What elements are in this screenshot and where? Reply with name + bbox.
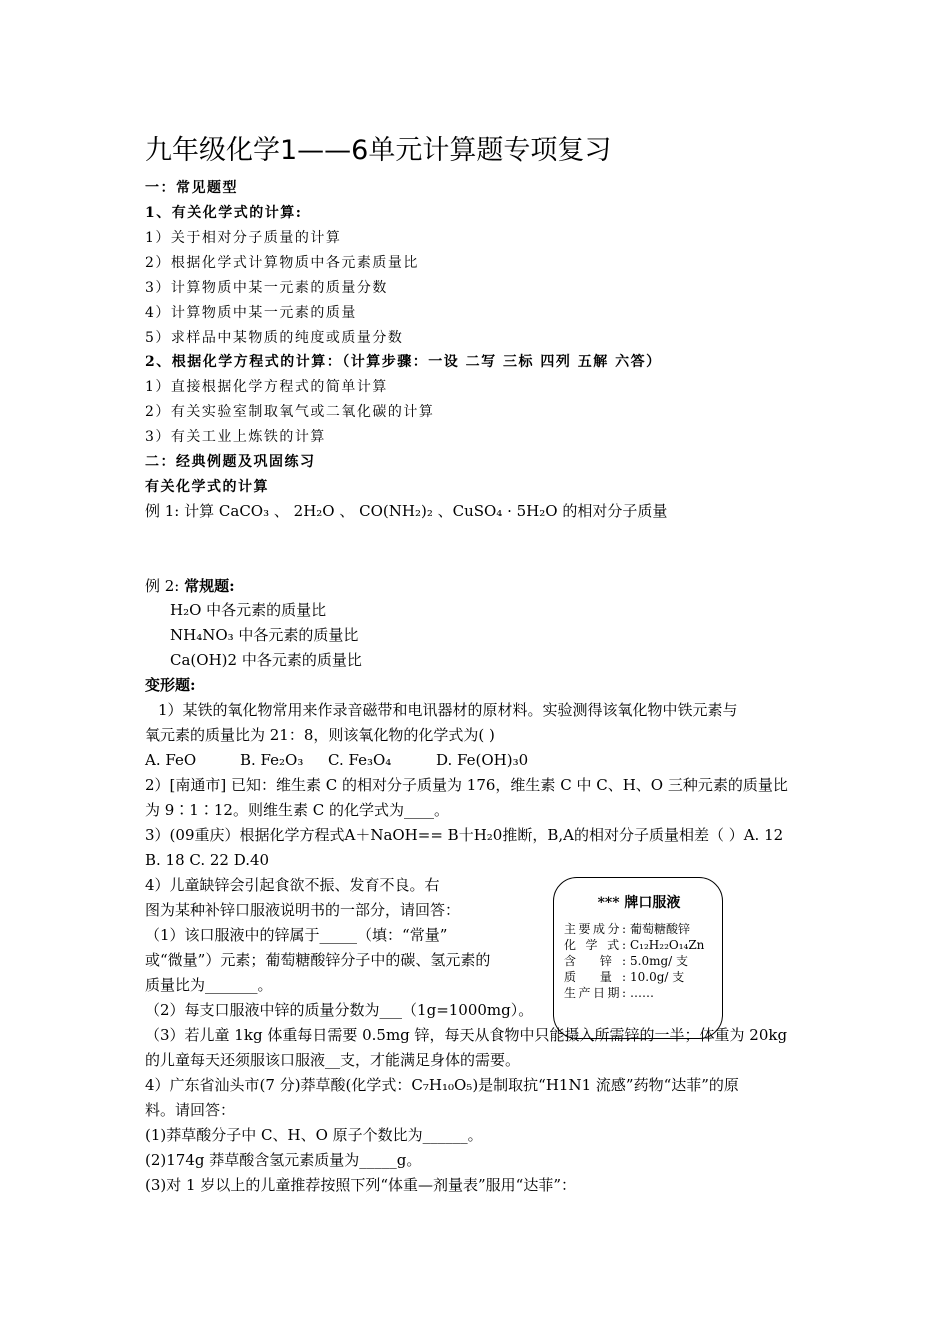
label-row	[564, 921, 690, 937]
list-item: 2）根据化学式计算物质中各元素质量比	[145, 255, 419, 271]
label-value: 10.0g/ 支	[630, 970, 685, 984]
label-key: 质 量:	[564, 970, 626, 984]
question-line: 或“微量”）元素；葡萄糖酸锌分子中的碳、氢元素的	[145, 951, 491, 969]
label-box-title: *** 牌口服液	[597, 895, 681, 911]
list-item: 3）计算物质中某一元素的质量分数	[145, 280, 388, 296]
question-line: 4）儿童缺锌会引起食欲不振、发育不良。右	[145, 876, 440, 894]
example-2-label: 例 2:	[145, 577, 180, 595]
question-line: 4）广东省汕头市(7 分)莽草酸(化学式：C₇H₁₀O₅)是制取抗“H1N1 流感”药物“达菲”的原	[145, 1076, 739, 1094]
question-line: 1）某铁的氧化物常用来作录音磁带和电讯器材的原材料。实验测得该氧化物中铁元素与	[158, 701, 738, 719]
question-line: 质量比为_______。	[145, 976, 273, 994]
variant-heading: 变形题:	[145, 676, 196, 694]
option-a: A. FeO	[145, 751, 197, 769]
label-row	[564, 969, 684, 985]
label-value: 葡萄糖酸锌	[630, 922, 691, 936]
label-key: 化 学 式:	[564, 938, 626, 952]
question-line: B. 18 C. 22 D.40	[145, 851, 270, 869]
label-key: 含 锌:	[564, 954, 626, 968]
list-item: 2）有关实验室制取氧气或二氧化碳的计算	[145, 404, 435, 420]
question-line: 料。请回答：	[145, 1101, 236, 1119]
label-key: 生产日期:	[564, 986, 626, 1000]
label-row	[564, 953, 688, 969]
section-heading: 一：常见题型	[145, 180, 238, 196]
question-line: 3）(09重庆）根据化学方程式A＋NaOH== B十H₂0推断，B,A的相对分子质量相差（ ）A. 12	[145, 826, 784, 844]
example-2-type: 常规题:	[184, 577, 235, 595]
example-2	[145, 576, 235, 596]
list-item: H₂O 中各元素的质量比	[170, 601, 327, 619]
question-line: (2)174g 莽草酸含氢元素质量为_____g。	[145, 1151, 422, 1169]
list-item: 5）求样品中某物质的纯度或质量分数	[145, 330, 404, 346]
list-item: 1）直接根据化学方程式的简单计算	[145, 379, 388, 395]
question-line: 图为某种补锌口服液说明书的一部分，请回答：	[145, 901, 461, 919]
label-key: 主要成分:	[564, 922, 626, 936]
subsection-heading: 2、根据化学方程式的计算：（计算步骤：一设 二写 三标 四列 五解 六答）	[145, 354, 662, 370]
example-1: 例 1: 计算 CaCO₃ 、 2H₂O 、 CO(NH₂)₂ 、CuSO₄ · 5H₂O 的相对分子质量	[145, 502, 668, 520]
label-row	[564, 985, 654, 1001]
question-line: （1）该口服液中的锌属于_____（填：“常量”	[145, 926, 448, 944]
question-line: (1)莽草酸分子中 C、H、O 原子个数比为______。	[145, 1126, 483, 1144]
answer-options	[145, 750, 528, 770]
option-b: B. Fe₂O₃	[240, 751, 304, 769]
section-heading: 二：经典例题及巩固练习	[145, 454, 316, 470]
label-value: ……	[630, 986, 654, 1000]
option-d: D. Fe(OH)₃0	[436, 751, 529, 769]
question-line: 氧元素的质量比为 21：8，则该氧化物的化学式为( )	[145, 726, 495, 744]
label-row	[564, 937, 704, 953]
oral-liquid-label-box	[553, 877, 723, 1039]
page-title: 九年级化学1——6单元计算题专项复习	[145, 135, 612, 166]
label-value: C₁₂H₂₂O₁₄Zn	[630, 938, 705, 952]
question-line: （3）若儿童 1kg 体重每日需要 0.5mg 锌，每天从食物中只能摄入所需锌的一半；体重为 20kg	[145, 1026, 788, 1044]
subsection-heading: 有关化学式的计算	[145, 479, 269, 495]
question-line: 2）[南通市] 已知：维生素 C 的相对分子质量为 176，维生素 C 中 C、H、O 三种元素的质量比	[145, 776, 788, 794]
list-item: Ca(OH)2 中各元素的质量比	[170, 651, 362, 669]
question-line: （2）每支口服液中锌的质量分数为___（1g=1000mg）。	[145, 1001, 534, 1019]
question-line: 的儿童每天还须服该口服液__支，才能满足身体的需要。	[145, 1051, 521, 1069]
list-item: 4）计算物质中某一元素的质量	[145, 305, 357, 321]
subsection-heading: 1、有关化学式的计算:	[145, 205, 303, 221]
option-c: C. Fe₃O₄	[328, 751, 392, 769]
list-item: NH₄NO₃ 中各元素的质量比	[170, 626, 359, 644]
list-item: 1）关于相对分子质量的计算	[145, 230, 342, 246]
question-line: 为 9∶1∶12。则维生素 C 的化学式为____。	[145, 801, 449, 819]
question-line: (3)对 1 岁以上的儿童推荐按照下列“体重—剂量表”服用“达菲”：	[145, 1176, 577, 1194]
label-value: 5.0mg/ 支	[630, 954, 689, 968]
list-item: 3）有关工业上炼铁的计算	[145, 429, 326, 445]
